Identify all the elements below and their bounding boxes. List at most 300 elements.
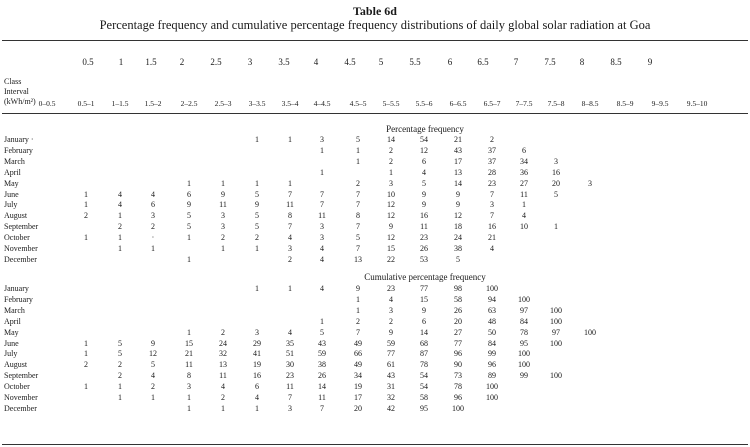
table-cell: 7 — [320, 189, 324, 199]
table-cell: 9 — [422, 189, 426, 199]
row-month-label: January · — [4, 135, 34, 144]
row-month-label: October — [4, 233, 30, 243]
interval-header: 3.5–4 — [281, 99, 299, 108]
table-cell: 1 — [187, 403, 191, 413]
table-cell: 1 — [151, 244, 155, 253]
table-cell: 1 — [84, 200, 88, 210]
table-cell: 7 — [490, 189, 494, 199]
table-cell: 5 — [118, 338, 122, 348]
interval-header: 4–4.5 — [313, 99, 331, 108]
table-cell: 4 — [255, 393, 259, 402]
table-cell: 7 — [356, 244, 360, 253]
table-cell: 12 — [387, 200, 395, 210]
table-cell: 96 — [454, 393, 462, 402]
table-cell: 1 — [356, 156, 360, 166]
table-cell: 2 — [288, 254, 292, 264]
axis-tick: 4 — [313, 57, 319, 67]
table-cell: 23 — [488, 178, 496, 188]
table-cell: 97 — [520, 305, 528, 315]
table-cell: 12 — [420, 145, 428, 155]
table-cell: 9 — [151, 338, 155, 348]
table-cell: 7 — [320, 403, 324, 413]
table-cell: 100 — [518, 294, 530, 304]
axis-tick: 5 — [378, 57, 384, 67]
table-cell: 5 — [255, 189, 259, 199]
table-cell: 6 — [422, 156, 426, 166]
table-cell: 11 — [420, 222, 428, 232]
row-month-label: June — [4, 338, 19, 348]
table-cell: 9 — [255, 200, 259, 210]
table-cell: 100 — [550, 305, 562, 315]
header-rule — [2, 113, 748, 114]
table-cell: 1 — [118, 382, 122, 392]
table-cell: 9 — [221, 189, 225, 199]
table-cell: 17 — [454, 156, 462, 166]
table-cell: 77 — [420, 284, 428, 293]
table-cell: 1 — [187, 178, 191, 188]
table-cell: 43 — [318, 338, 326, 348]
table-cell: 2 — [84, 211, 88, 221]
table-cell: 11 — [219, 371, 227, 381]
table-cell: 59 — [318, 349, 326, 359]
row-month-label: May — [4, 327, 19, 337]
table-cell: 20 — [454, 316, 462, 326]
table-cell: 50 — [488, 327, 496, 337]
table-cell: 1 — [554, 222, 558, 232]
table-cell: 1 — [255, 135, 259, 144]
axis-tick: 1.5 — [145, 57, 157, 67]
table-cell: 16 — [420, 211, 428, 221]
table-cell: 27 — [454, 327, 462, 337]
interval-header: 0.5–1 — [77, 99, 95, 108]
table-cell: 3 — [490, 200, 494, 210]
table-cell: 53 — [420, 254, 428, 264]
table-cell: 41 — [253, 349, 261, 359]
table-cell: 7 — [356, 189, 360, 199]
table-cell: 1 — [288, 178, 292, 188]
table-cell: 19 — [354, 382, 362, 392]
table-cell: 1 — [151, 393, 155, 402]
table-cell: 11 — [185, 360, 193, 370]
table-cell: 48 — [488, 316, 496, 326]
table-cell: 3 — [320, 222, 324, 232]
interval-header: 3–3.5 — [248, 99, 266, 108]
table-cell: 12 — [387, 211, 395, 221]
table-cell: 2 — [389, 145, 393, 155]
table-cell: 61 — [387, 360, 395, 370]
table-cell: 3 — [320, 233, 324, 243]
table-cell: 7 — [356, 200, 360, 210]
row-month-label: February — [4, 294, 33, 304]
table-cell: 8 — [288, 211, 292, 221]
table-cell: · — [151, 233, 155, 243]
table-cell: 59 — [387, 338, 395, 348]
table-cell: 3 — [288, 244, 292, 253]
table-cell: 7 — [288, 189, 292, 199]
table-cell: 87 — [420, 349, 428, 359]
table-cell: 26 — [420, 244, 428, 253]
table-cell: 51 — [286, 349, 294, 359]
table-cell: 5 — [187, 222, 191, 232]
table-cell: 6 — [255, 382, 259, 392]
table-cell: 4 — [118, 189, 122, 199]
table-cell: 6 — [187, 189, 191, 199]
axis-tick: 0.5 — [82, 57, 94, 67]
table-cell: 5 — [554, 189, 558, 199]
table-cell: 78 — [454, 382, 462, 392]
table-cell: 26 — [454, 305, 462, 315]
table-cell: 100 — [518, 349, 530, 359]
table-cell: 1 — [221, 403, 225, 413]
table-cell: 16 — [488, 222, 496, 232]
table-cell: 20 — [354, 403, 362, 413]
table-cell: 84 — [520, 316, 528, 326]
table-cell: 28 — [488, 167, 496, 177]
axis-tick: 1 — [118, 57, 124, 67]
table-cell: 2 — [151, 382, 155, 392]
interval-header: 9.5–10 — [686, 99, 708, 108]
table-cell: 1 — [255, 403, 259, 413]
table-cell: 97 — [552, 327, 560, 337]
axis-tick: 8 — [579, 57, 585, 67]
table-cell: 23 — [420, 233, 428, 243]
table-cell: 5 — [187, 211, 191, 221]
table-cell: 36 — [520, 167, 528, 177]
table-cell: 3 — [389, 305, 393, 315]
axis-tick: 8.5 — [610, 57, 622, 67]
table-cell: 3 — [588, 178, 592, 188]
table-cell: 100 — [486, 284, 498, 293]
table-cell: 3 — [187, 382, 191, 392]
table-cell: 9 — [456, 200, 460, 210]
table-cell: 4 — [221, 382, 225, 392]
table-cell: 100 — [452, 403, 464, 413]
table-cell: 4 — [490, 244, 494, 253]
table-cell: 2 — [389, 316, 393, 326]
table-cell: 2 — [221, 233, 225, 243]
axis-tick: 2.5 — [210, 57, 222, 67]
table-cell: 1 — [356, 294, 360, 304]
table-cell: 1 — [187, 254, 191, 264]
table-cell: 2 — [255, 233, 259, 243]
row-month-label: March — [4, 156, 25, 166]
row-month-label: November — [4, 393, 38, 402]
table-cell: 11 — [219, 200, 227, 210]
table-cell: 63 — [488, 305, 496, 315]
table-cell: 100 — [486, 393, 498, 402]
table-cell: 3 — [389, 178, 393, 188]
table-cell: 37 — [488, 145, 496, 155]
table-cell: 11 — [520, 189, 528, 199]
table-cell: 9 — [422, 305, 426, 315]
table-cell: 3 — [255, 327, 259, 337]
table-cell: 4 — [320, 244, 324, 253]
section-percentage-frequency: Percentage frequency — [386, 124, 464, 134]
table-cell: 31 — [387, 382, 395, 392]
table-cell: 4 — [389, 294, 393, 304]
table-cell: 5 — [118, 349, 122, 359]
table-cell: 77 — [454, 338, 462, 348]
row-month-label: May — [4, 178, 19, 188]
table-cell: 21 — [454, 135, 462, 144]
table-cell: 3 — [554, 156, 558, 166]
table-cell: 1 — [255, 244, 259, 253]
table-cell: 3 — [151, 211, 155, 221]
table-cell: 9 — [356, 284, 360, 293]
table-cell: 2 — [490, 135, 494, 144]
table-cell: 78 — [520, 327, 528, 337]
table-cell: 3 — [288, 403, 292, 413]
table-cell: 11 — [318, 211, 326, 221]
table-cell: 14 — [387, 135, 395, 144]
interval-header: 7.5–8 — [547, 99, 565, 108]
row-month-label: April — [4, 316, 21, 326]
table-cell: 34 — [354, 371, 362, 381]
table-cell: 1 — [221, 178, 225, 188]
table-cell: 5 — [422, 178, 426, 188]
table-cell: 3 — [221, 222, 225, 232]
table-cell: 7 — [490, 211, 494, 221]
table-cell: 29 — [253, 338, 261, 348]
table-cell: 4 — [151, 189, 155, 199]
table-cell: 9 — [456, 189, 460, 199]
table-cell: 23 — [286, 371, 294, 381]
table-cell: 34 — [520, 156, 528, 166]
unit-label: (kWh/m²) — [4, 97, 36, 106]
interval-header: 9–9.5 — [651, 99, 669, 108]
table-cell: 22 — [387, 254, 395, 264]
row-month-label: December — [4, 403, 37, 413]
table-cell: 13 — [219, 360, 227, 370]
table-cell: 27 — [520, 178, 528, 188]
table-cell: 16 — [552, 167, 560, 177]
table-cell: 8 — [356, 211, 360, 221]
table-cell: 49 — [354, 338, 362, 348]
table-cell: 26 — [318, 371, 326, 381]
table-cell: 35 — [286, 338, 294, 348]
table-cell: 96 — [488, 360, 496, 370]
row-month-label: July — [4, 349, 18, 359]
table-cell: 11 — [286, 200, 294, 210]
table-cell: 12 — [387, 233, 395, 243]
table-cell: 1 — [320, 167, 324, 177]
table-cell: 1 — [118, 393, 122, 402]
table-cell: 94 — [488, 294, 496, 304]
row-month-label: September — [4, 222, 39, 232]
row-month-label: January — [4, 284, 29, 293]
table-cell: 54 — [420, 371, 428, 381]
axis-tick: 3.5 — [278, 57, 290, 67]
table-cell: 1 — [320, 145, 324, 155]
table-cell: 1 — [84, 233, 88, 243]
table-cell: 1 — [288, 135, 292, 144]
table-cell: 73 — [454, 371, 462, 381]
row-month-label: March — [4, 305, 25, 315]
table-cell: 3 — [221, 211, 225, 221]
table-cell: 1 — [389, 167, 393, 177]
table-cell: 98 — [454, 284, 462, 293]
table-cell: 95 — [520, 338, 528, 348]
table-cell: 1 — [356, 145, 360, 155]
table-cell: 12 — [149, 349, 157, 359]
table-cell: 1 — [221, 244, 225, 253]
table-cell: 10 — [387, 189, 395, 199]
interval-header: 5–5.5 — [382, 99, 400, 108]
interval-header: 1–1.5 — [111, 99, 129, 108]
interval-header: 6.5–7 — [483, 99, 501, 108]
interval-header: 2–2.5 — [180, 99, 198, 108]
table-cell: 6 — [422, 316, 426, 326]
table-cell: 95 — [420, 403, 428, 413]
interval-header: 0–0.5 — [38, 99, 56, 108]
table-cell: 8 — [187, 371, 191, 381]
table-cell: 1 — [187, 233, 191, 243]
table-cell: 90 — [454, 360, 462, 370]
table-cell: 4 — [118, 200, 122, 210]
interval-header: 6–6.5 — [449, 99, 467, 108]
row-month-label: July — [4, 200, 18, 210]
table-cell: 14 — [318, 382, 326, 392]
table-cell: 14 — [420, 327, 428, 337]
table-subtitle: Percentage frequency and cumulative percentage frequency distributions of daily global solar radiation at Goa — [99, 18, 651, 32]
table-cell: 38 — [454, 244, 462, 253]
interval-header: 7–7.5 — [515, 99, 533, 108]
row-month-label: August — [4, 360, 28, 370]
table-cell: 9 — [389, 327, 393, 337]
table-cell: 15 — [420, 294, 428, 304]
table-cell: 18 — [454, 222, 462, 232]
table-cell: 4 — [151, 371, 155, 381]
table-cell: 43 — [454, 145, 462, 155]
table-cell: 4 — [320, 284, 324, 293]
row-month-label: November — [4, 244, 38, 253]
table-cell: 4 — [422, 167, 426, 177]
axis-tick: 3 — [247, 57, 253, 67]
table-cell: 2 — [389, 156, 393, 166]
table-cell: 68 — [420, 338, 428, 348]
table-cell: 2 — [84, 360, 88, 370]
table-cell: 49 — [354, 360, 362, 370]
row-month-label: June — [4, 189, 19, 199]
table-cell: 100 — [486, 382, 498, 392]
axis-tick: 7.5 — [544, 57, 556, 67]
table-cell: 5 — [255, 211, 259, 221]
table-cell: 1 — [118, 233, 122, 243]
table-cell: 78 — [420, 360, 428, 370]
table-cell: 7 — [356, 222, 360, 232]
table-cell: 16 — [253, 371, 261, 381]
table-title: Table 6d — [353, 4, 397, 18]
table-cell: 7 — [320, 200, 324, 210]
table-cell: 15 — [185, 338, 193, 348]
table-cell: 99 — [488, 349, 496, 359]
table-cell: 15 — [387, 244, 395, 253]
table-cell: 19 — [253, 360, 261, 370]
table-cell: 54 — [420, 382, 428, 392]
axis-tick: 7 — [513, 57, 519, 67]
row-month-label: December — [4, 254, 37, 264]
table-cell: 84 — [488, 338, 496, 348]
table-cell: 7 — [288, 393, 292, 402]
table-cell: 10 — [520, 222, 528, 232]
interval-header: 1.5–2 — [144, 99, 162, 108]
table-cell: 7 — [356, 327, 360, 337]
table-cell: 9 — [422, 200, 426, 210]
table-cell: 2 — [118, 360, 122, 370]
table-cell: 20 — [552, 178, 560, 188]
section-cumulative-frequency: Cumulative percentage frequency — [364, 272, 486, 282]
table-cell: 5 — [255, 222, 259, 232]
table-cell: 24 — [454, 233, 462, 243]
axis-tick: 4.5 — [344, 57, 356, 67]
table-cell: 42 — [387, 403, 395, 413]
row-month-label: August — [4, 211, 28, 221]
table-cell: 1 — [187, 393, 191, 402]
table-cell: 100 — [550, 371, 562, 381]
table-cell: 2 — [356, 316, 360, 326]
table-cell: 2 — [221, 327, 225, 337]
axis-tick: 5.5 — [409, 57, 421, 67]
table-cell: 12 — [454, 211, 462, 221]
table-cell: 1 — [320, 316, 324, 326]
table-cell: 6 — [151, 200, 155, 210]
table-cell: 2 — [221, 393, 225, 402]
table-cell: 77 — [387, 349, 395, 359]
table-cell: 99 — [520, 371, 528, 381]
table-cell: 66 — [354, 349, 362, 359]
table-cell: 32 — [387, 393, 395, 402]
axis-tick: 6 — [447, 57, 453, 67]
table-cell: 58 — [454, 294, 462, 304]
interval-header: 8.5–9 — [616, 99, 634, 108]
table-cell: 13 — [454, 167, 462, 177]
table-cell: 4 — [320, 254, 324, 264]
table-cell: 5 — [320, 327, 324, 337]
table-cell: 100 — [584, 327, 596, 337]
table-cell: 43 — [387, 371, 395, 381]
table-cell: 1 — [84, 189, 88, 199]
table-cell: 100 — [550, 316, 562, 326]
table-cell: 17 — [354, 393, 362, 402]
table-cell: 1 — [84, 338, 88, 348]
axis-tick: 2 — [179, 57, 185, 67]
table-cell: 23 — [387, 284, 395, 293]
class-label: Class — [4, 77, 22, 86]
interval-header: 5.5–6 — [415, 99, 433, 108]
table-cell: 5 — [456, 254, 460, 264]
table-cell: 21 — [488, 233, 496, 243]
table-cell: 89 — [488, 371, 496, 381]
table-cell: 6 — [522, 145, 526, 155]
table-cell: 21 — [185, 349, 193, 359]
table-cell: 9 — [389, 222, 393, 232]
interval-label: Interval — [4, 87, 29, 96]
table-cell: 14 — [454, 178, 462, 188]
table-cell: 11 — [318, 393, 326, 402]
table-cell: 2 — [151, 222, 155, 232]
table-cell: 2 — [118, 371, 122, 381]
table-cell: 37 — [488, 156, 496, 166]
table-cell: 1 — [255, 178, 259, 188]
table-cell: 1 — [356, 305, 360, 315]
table-cell: 9 — [187, 200, 191, 210]
table-cell: 1 — [288, 284, 292, 293]
table-cell: 5 — [151, 360, 155, 370]
table-cell: 1 — [118, 211, 122, 221]
row-month-label: February — [4, 145, 33, 155]
table-cell: 32 — [219, 349, 227, 359]
table-cell: 5 — [356, 233, 360, 243]
